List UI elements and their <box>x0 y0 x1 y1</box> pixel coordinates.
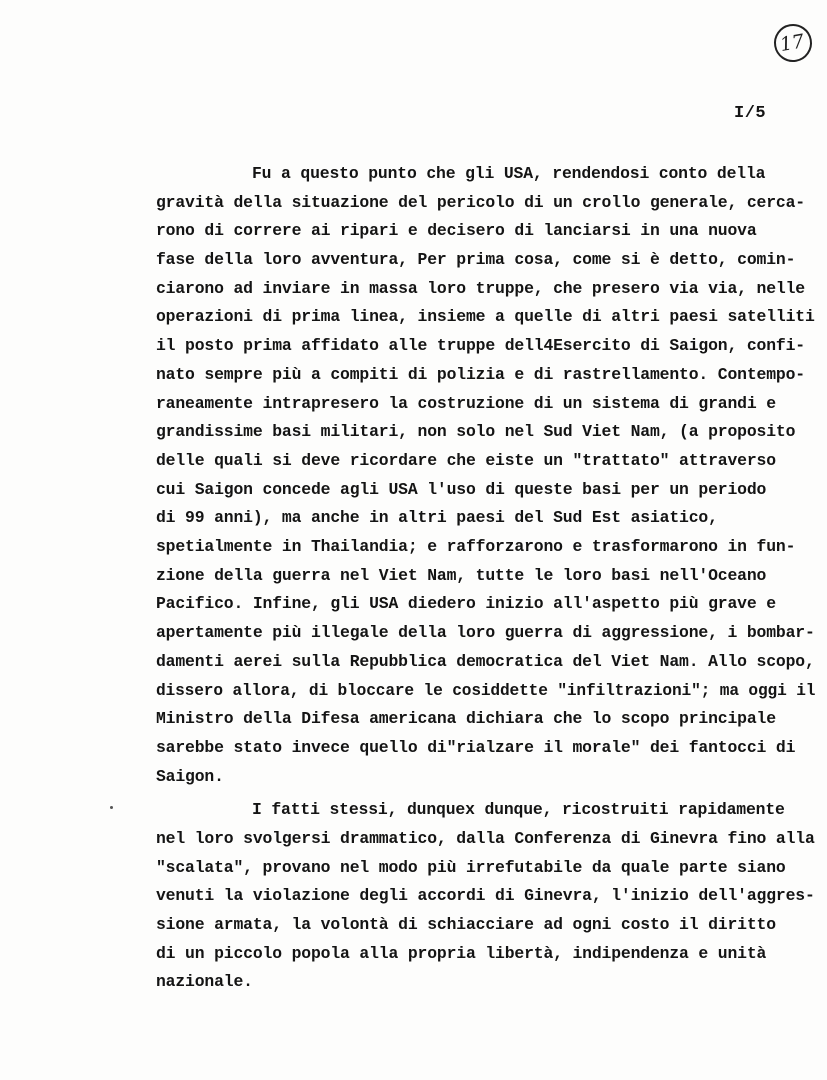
text-line: rono di correre ai ripari e decisero di lanciarsi in una nuova <box>156 221 757 240</box>
text-line: nazionale. <box>156 972 253 991</box>
text-line: I fatti stessi, dunquex dunque, ricostruiti rapidamente <box>252 800 785 819</box>
text-line: sarebbe stato invece quello di"rialzare il morale" dei fantocci di <box>156 738 796 757</box>
text-line: sione armata, la volontà di schiacciare ad ogni costo il diritto <box>156 915 776 934</box>
text-line: venuti la violazione degli accordi di Ginevra, l'inizio dell'aggres- <box>156 886 815 905</box>
text-line: ciarono ad inviare in massa loro truppe, che presero via via, nelle <box>156 279 805 298</box>
text-line: delle quali si deve ricordare che eiste un "trattato" attraverso <box>156 451 776 470</box>
text-line: fase della loro avventura, Per prima cosa, come si è detto, comin- <box>156 250 796 269</box>
page-number: I/5 <box>734 104 767 123</box>
text-line: zione della guerra nel Viet Nam, tutte le loro basi nell'Oceano <box>156 566 767 585</box>
text-line: Saigon. <box>156 767 224 786</box>
text-line: apertamente più illegale della loro guerra di aggressione, i bombar- <box>156 623 815 642</box>
text-line: "scalata", provano nel modo più irrefutabile da quale parte siano <box>156 858 786 877</box>
text-line: Pacifico. Infine, gli USA diedero inizio all'aspetto più grave e <box>156 594 776 613</box>
text-line: dissero allora, di bloccare le cosiddette "infiltrazioni"; ma oggi il <box>156 681 816 700</box>
text-line: gravità della situazione del pericolo di un crollo generale, cerca- <box>156 193 805 212</box>
text-line: grandissime basi militari, non solo nel Sud Viet Nam, (a proposito <box>156 422 796 441</box>
text-line: di un piccolo popola alla propria libertà, indipendenza e unità <box>156 944 767 963</box>
text-line: spetialmente in Thailandia; e rafforzarono e trasformarono in fun- <box>156 537 796 556</box>
scan-speck <box>110 806 113 809</box>
text-line: operazioni di prima linea, insieme a quelle di altri paesi satelliti <box>156 307 815 326</box>
text-line: raneamente intrapresero la costruzione di un sistema di grandi e <box>156 394 776 413</box>
text-line: nato sempre più a compiti di polizia e di rastrellamento. Contempo- <box>156 365 805 384</box>
text-line: damenti aerei sulla Repubblica democratica del Viet Nam. Allo scopo, <box>156 652 815 671</box>
text-line: nel loro svolgersi drammatico, dalla Conferenza di Ginevra fino alla <box>156 829 815 848</box>
text-line: di 99 anni), ma anche in altri paesi del Sud Est asiatico, <box>156 508 718 527</box>
text-line: cui Saigon concede agli USA l'uso di queste basi per un periodo <box>156 480 767 499</box>
text-line: Fu a questo punto che gli USA, rendendosi conto della <box>252 164 766 183</box>
page-stamp <box>771 21 815 65</box>
text-line: il posto prima affidato alle truppe dell4Esercito di Saigon, confi- <box>156 336 805 355</box>
page-stamp-text: 17 <box>778 30 806 57</box>
text-line: Ministro della Difesa americana dichiara che lo scopo principale <box>156 709 776 728</box>
